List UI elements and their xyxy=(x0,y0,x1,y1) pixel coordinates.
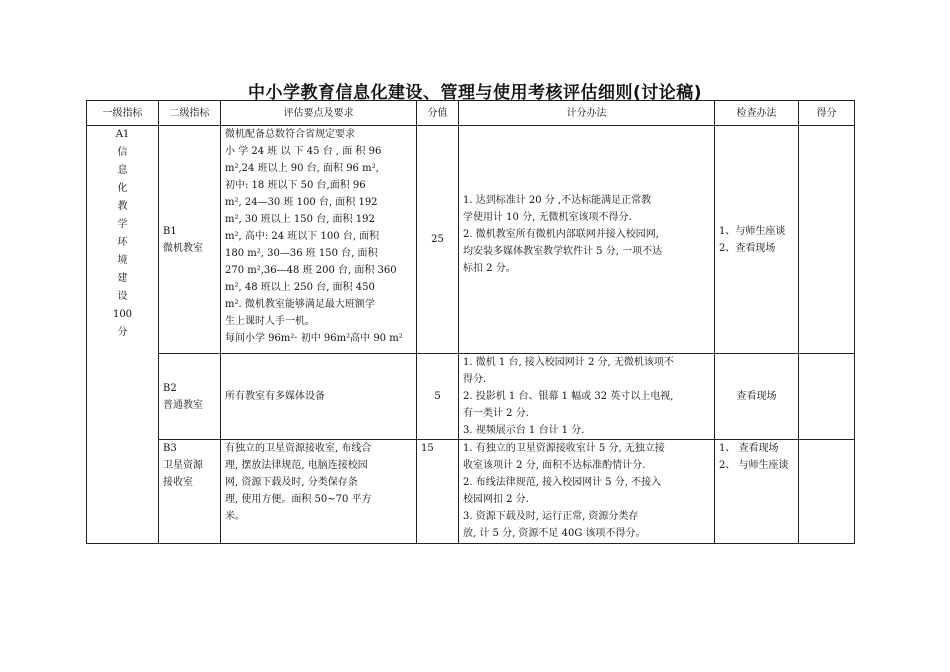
header-obtained: 得分 xyxy=(799,101,855,126)
obtained-cell-b2 xyxy=(799,354,855,440)
level2-cell-b1 xyxy=(159,126,221,354)
requirements-cell-b2 xyxy=(221,354,417,440)
scoring-line: 3. 视频展示台 1 台计 1 分. xyxy=(463,425,585,436)
table-row xyxy=(87,126,855,354)
level2-name: 接收室 xyxy=(163,477,193,488)
header-level2: 二级指标 xyxy=(159,101,221,126)
req-line: m², 48 班以上 250 台, 面积 450 xyxy=(225,282,375,293)
header-requirements: 评估要点及要求 xyxy=(221,101,417,126)
level1-char: 建 xyxy=(117,273,128,284)
check-line: 1、与师生座谈 xyxy=(719,225,786,237)
req-line: 有独立的卫星资源接收室, 布线合 xyxy=(225,443,372,454)
score-cell-b1: 25 xyxy=(417,126,459,354)
header-score: 分值 xyxy=(417,101,459,126)
level1-char: 学 xyxy=(117,219,128,230)
req-line: 微机配备总数符合省规定要求 xyxy=(225,129,355,140)
scoring-cell-b3 xyxy=(459,440,715,544)
req-line: m²,24 班以上 90 台, 面积 96 m², xyxy=(225,163,379,174)
req-line: 每间小学 96m²· 初中 96m²高中 90 m² xyxy=(225,333,403,344)
scoring-line: 3. 资源下载及时, 运行正常, 资源分类存 xyxy=(463,511,639,522)
req-line: m², 30 班以上 150 台, 面积 192 xyxy=(225,214,375,225)
req-line: 270 m²,36—48 班 200 台, 面积 360 xyxy=(225,265,397,276)
req-line: 小 学 24 班 以 下 45 台 , 面 积 96 xyxy=(225,146,382,157)
level1-cell xyxy=(87,126,159,544)
scoring-line: 1. 有独立的卫星资源接收室计 5 分, 无独立接 xyxy=(463,443,665,454)
header-check-method: 检查办法 xyxy=(715,101,799,126)
req-line: m². 微机教室能够满足最大班额学 xyxy=(225,299,375,310)
req-line: m², 高中: 24 班以下 100 台, 面积 xyxy=(225,231,380,242)
check-line: 2、查看现场 xyxy=(719,242,776,254)
requirements-cell-b3 xyxy=(221,440,417,544)
req-line: 网, 资源下载及时, 分类保存条 xyxy=(225,477,358,488)
scoring-line: 得分. xyxy=(463,374,487,385)
check-line: 2、 与师生座谈 xyxy=(719,460,789,471)
table-row xyxy=(87,354,855,440)
header-level1: 一级指标 xyxy=(87,101,159,126)
level2-name: 普通教室 xyxy=(163,399,203,411)
scoring-line: 2. 投影机 1 台、银幕 1 幅或 32 英寸以上电视, xyxy=(463,391,674,402)
scoring-line: 放, 计 5 分, 资源不足 40G 该项不得分。 xyxy=(463,528,646,539)
scoring-line: 2. 布线法律规范, 接入校园网计 5 分, 不接入 xyxy=(463,477,662,488)
check-line: 1、 查看现场 xyxy=(719,443,779,454)
scoring-line: 均安装多媒体教室教学软件计 5 分, 一项不达 xyxy=(463,246,663,257)
level1-char: 设 xyxy=(117,291,128,302)
scoring-line: 校园网扣 2 分. xyxy=(463,494,529,505)
scoring-line: 学使用计 10 分, 无微机室该项不得分. xyxy=(463,212,632,223)
scoring-line: 1. 微机 1 台, 接入校园网计 2 分, 无微机该项不 xyxy=(463,357,674,368)
check-cell-b3 xyxy=(715,440,799,544)
req-line: 180 m², 30—36 班 150 台, 面积 xyxy=(225,248,378,259)
score-cell-b2: 5 xyxy=(417,354,459,440)
level1-code: A1 xyxy=(115,129,130,140)
level2-code: B1 xyxy=(163,225,177,237)
req-line: 理, 使用方便。面积 50~70 平方 xyxy=(225,494,372,505)
req-line: 理, 摆放法律规范, 电脑连接校园 xyxy=(225,460,368,471)
scoring-line: 2. 微机教室所有微机内部联网并接入校园网, xyxy=(463,229,659,240)
requirements-cell-b1 xyxy=(221,126,417,354)
req-line: 所有教室有多媒体设备 xyxy=(225,391,325,402)
level2-name: 微机教室 xyxy=(163,242,203,254)
scoring-line: 标扣 2 分。 xyxy=(463,263,516,274)
obtained-cell-b3 xyxy=(799,440,855,544)
evaluation-table xyxy=(86,100,855,544)
level1-char: 息 xyxy=(117,165,128,176)
req-line: 初中: 18 班以下 50 台,面积 96 xyxy=(225,180,366,191)
scoring-line: 1. 达到标准计 20 分 ,不达标能满足正常教 xyxy=(463,195,652,206)
table-row xyxy=(87,440,855,544)
scoring-cell-b1 xyxy=(459,126,715,354)
check-line: 查看现场 xyxy=(736,391,777,402)
level2-code: B3 xyxy=(163,443,177,454)
scoring-cell-b2 xyxy=(459,354,715,440)
level2-code: B2 xyxy=(163,382,177,394)
check-cell-b2 xyxy=(715,354,799,440)
scoring-line: 收室该项计 2 分, 面积不达标准酌情计分. xyxy=(463,460,646,471)
req-line: m², 24—30 班 100 台, 面积 192 xyxy=(225,197,378,208)
obtained-cell-b1 xyxy=(799,126,855,354)
document-title: 中小学教育信息化建设、管理与使用考核评估细则(讨论稿) xyxy=(247,83,703,103)
level2-name: 卫星资源 xyxy=(163,460,203,471)
header-row xyxy=(87,101,855,126)
req-line: 生上课时人手一机。 xyxy=(225,316,315,327)
level2-cell-b2 xyxy=(159,354,221,440)
level1-score: 100 xyxy=(112,309,133,320)
level1-char: 境 xyxy=(117,255,128,266)
header-scoring-method: 计分办法 xyxy=(459,101,715,126)
level2-cell-b3 xyxy=(159,440,221,544)
scoring-line: 有一类计 2 分. xyxy=(463,408,529,419)
req-line: 米。 xyxy=(225,511,245,522)
level1-unit: 分 xyxy=(117,327,128,338)
level1-char: 环 xyxy=(117,237,128,248)
score-cell-b3: 15 xyxy=(417,440,459,544)
check-cell-b1 xyxy=(715,126,799,354)
level1-char: 化 xyxy=(117,183,128,194)
level1-char: 信 xyxy=(117,147,128,158)
level1-char: 教 xyxy=(117,201,128,212)
